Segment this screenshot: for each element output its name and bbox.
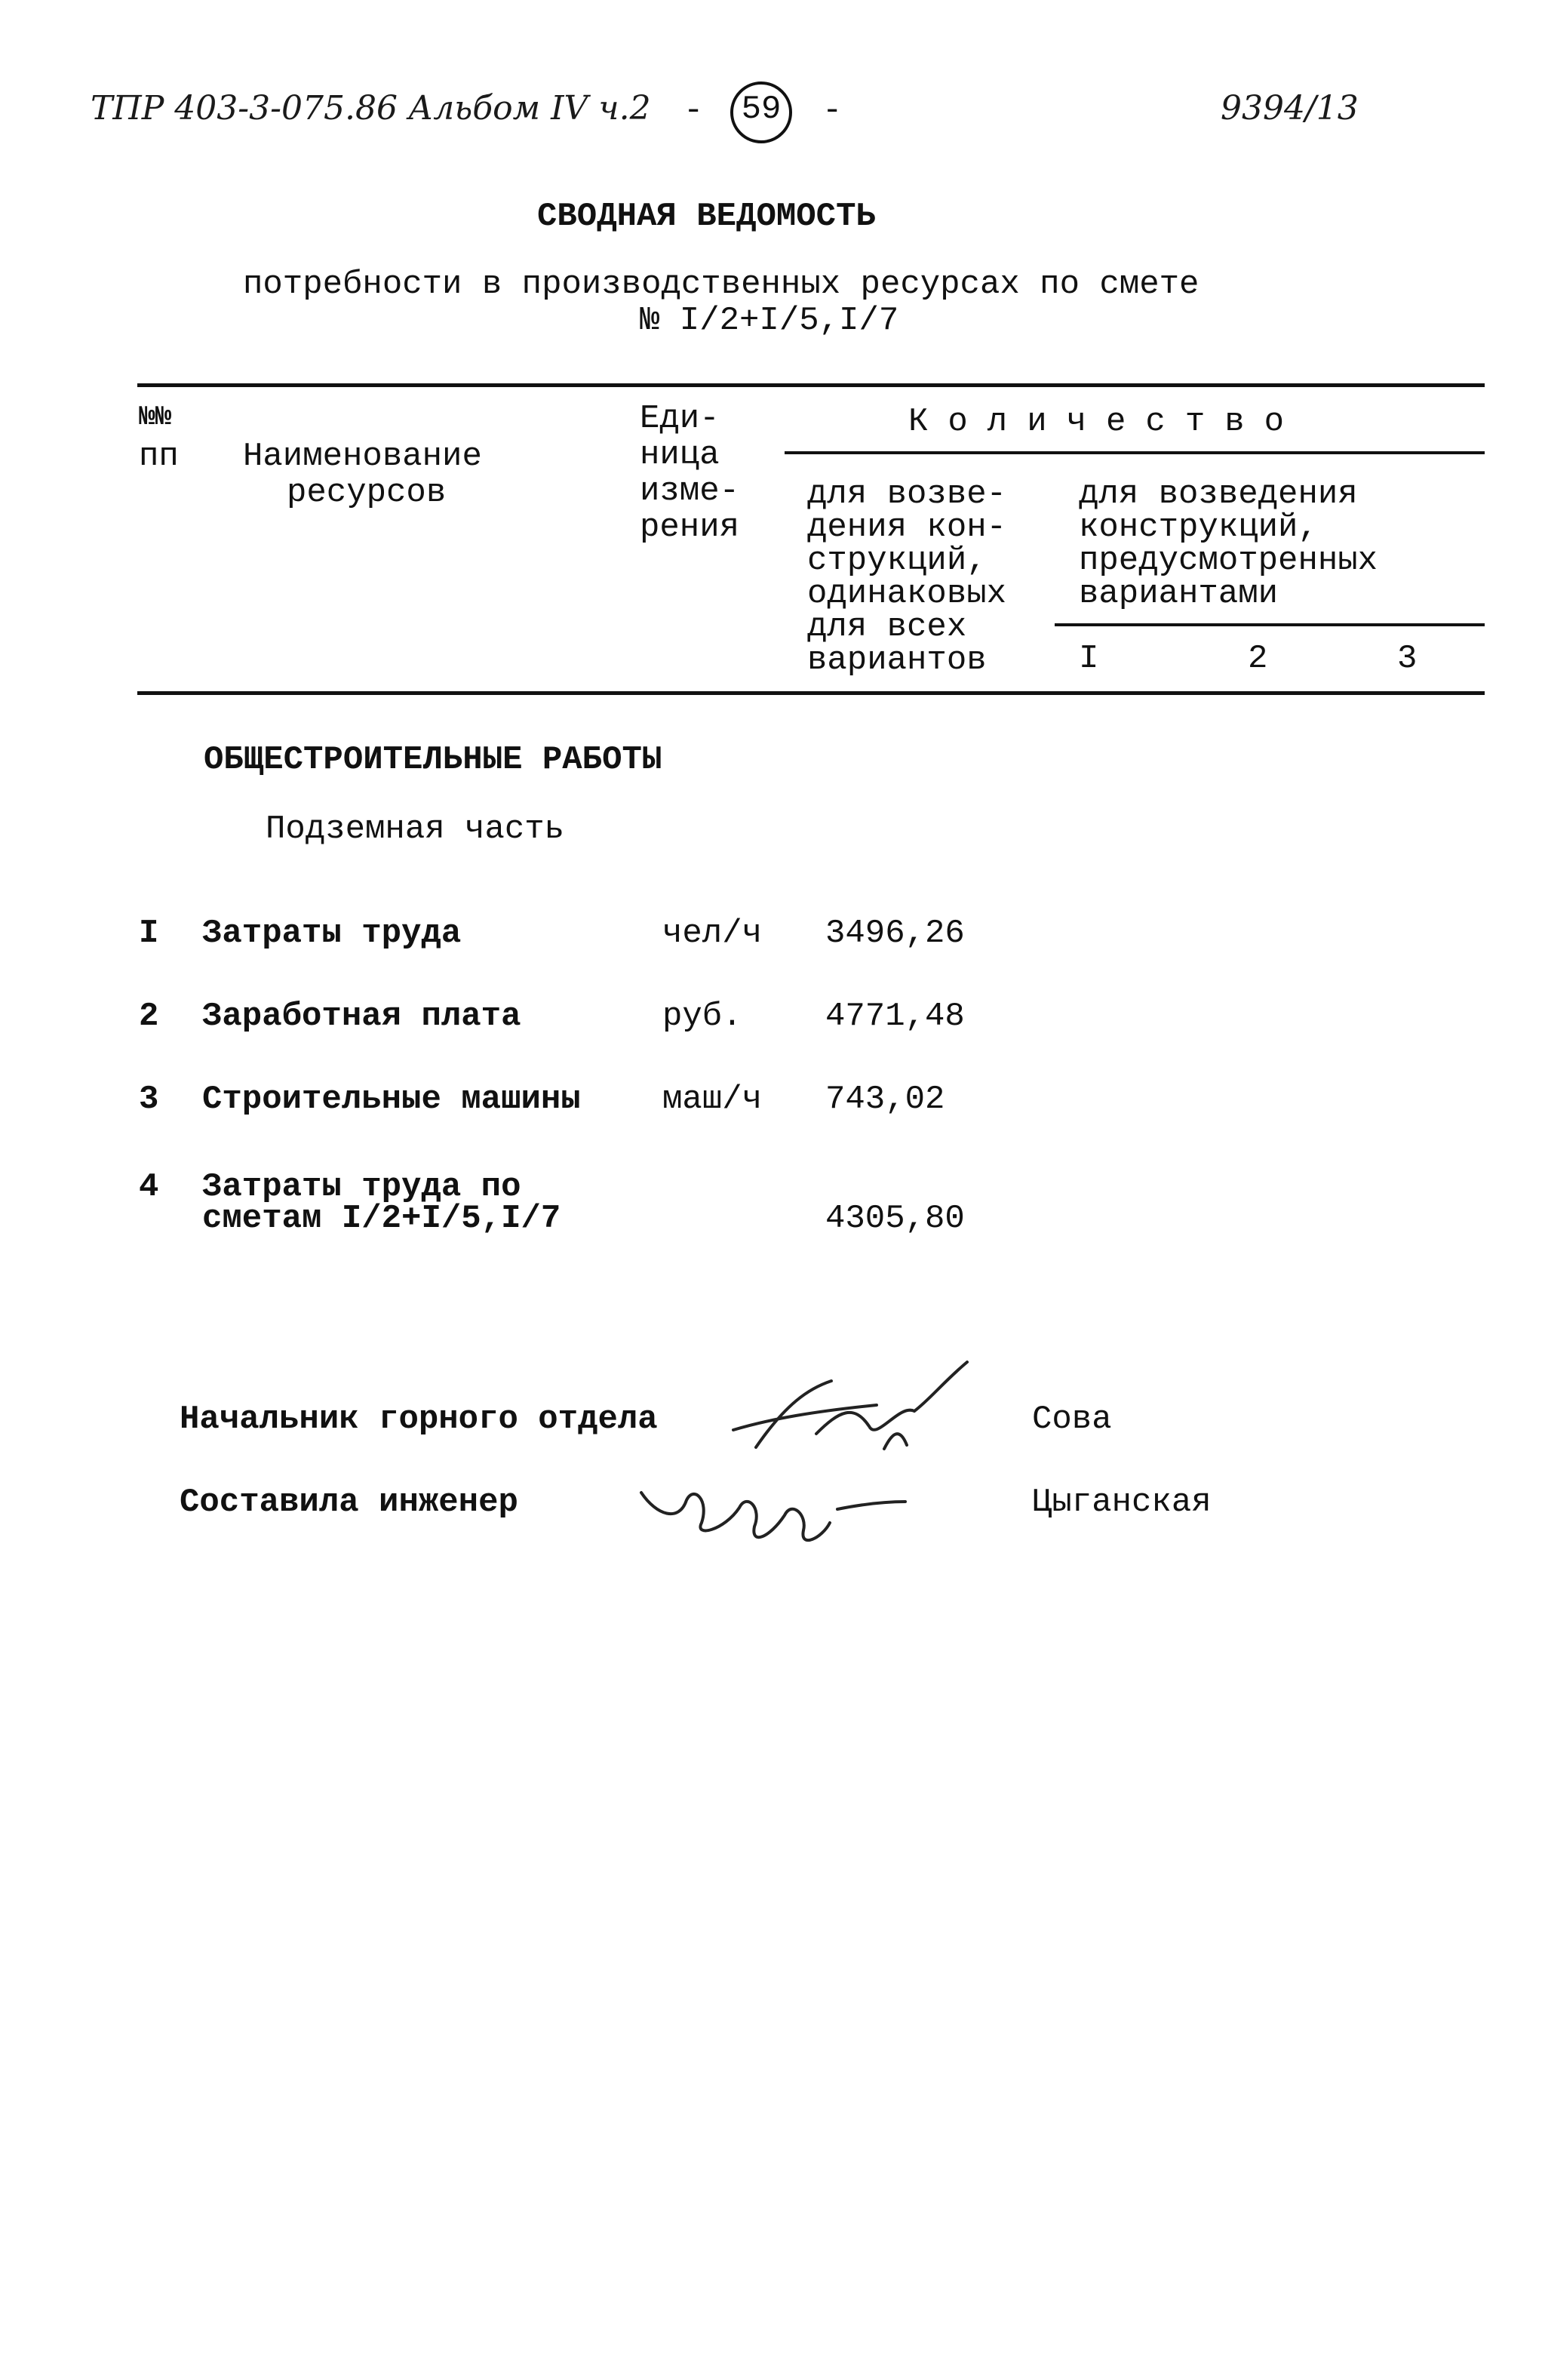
page-dash-right: - bbox=[822, 92, 843, 130]
col-num-line1: №№ bbox=[139, 401, 172, 432]
row-2-name: Заработная плата bbox=[202, 998, 521, 1035]
col-unit-line1: Еди- bbox=[640, 400, 720, 438]
table-header-bottom-rule bbox=[137, 691, 1485, 695]
col-common-line4: одинаковых bbox=[807, 575, 1007, 613]
row-3-name: Строительные машины bbox=[202, 1081, 581, 1118]
variants-rule bbox=[1055, 623, 1485, 626]
col-variants-line4: вариантами bbox=[1079, 575, 1279, 613]
col-common-line1: для возве- bbox=[807, 475, 1007, 513]
document-reference: ТПР 403-3-075.86 Альбом IV ч.2 bbox=[91, 89, 651, 128]
variant-number-1: I bbox=[1079, 640, 1099, 678]
row-4-value: 4305,80 bbox=[825, 1200, 965, 1238]
row-1-unit: чел/ч bbox=[662, 915, 763, 952]
page-subtitle: потребности в производственных ресурсах по смете bbox=[243, 266, 1200, 303]
row-4-name-line2: сметам I/2+I/5,I/7 bbox=[202, 1200, 561, 1238]
row-2-value: 4771,48 bbox=[825, 998, 965, 1035]
row-4-num: 4 bbox=[139, 1168, 159, 1206]
col-variants-line1: для возведения bbox=[1079, 475, 1358, 513]
col-common-line5: для всех bbox=[807, 608, 967, 646]
signature-role-1: Начальник горного отдела bbox=[180, 1401, 658, 1438]
variant-number-2: 2 bbox=[1248, 640, 1268, 678]
col-unit-line2: ница bbox=[640, 436, 720, 474]
quantity-rule bbox=[785, 451, 1485, 454]
row-3-unit: маш/ч bbox=[662, 1081, 763, 1118]
col-unit-line3: изме- bbox=[640, 472, 740, 510]
row-2-unit: руб. bbox=[662, 998, 742, 1035]
col-unit-line4: рения bbox=[640, 509, 740, 546]
variant-number-3: 3 bbox=[1397, 640, 1418, 678]
section-title: ОБЩЕСТРОИТЕЛЬНЫЕ РАБОТЫ bbox=[204, 741, 662, 779]
inventory-number: 9394/13 bbox=[1221, 89, 1359, 128]
section-subtitle: Подземная часть bbox=[266, 810, 565, 848]
row-1-num: I bbox=[139, 915, 159, 952]
row-2-num: 2 bbox=[139, 998, 159, 1035]
row-4-name-line1: Затраты труда по bbox=[202, 1168, 521, 1206]
estimate-number: № I/2+I/5,I/7 bbox=[640, 302, 899, 340]
col-name-line2: ресурсов bbox=[287, 474, 447, 512]
col-variants-line2: конструкций, bbox=[1079, 509, 1318, 546]
page-dash-left: - bbox=[683, 92, 704, 130]
signature-name-2: Цыганская bbox=[1032, 1484, 1212, 1521]
handwritten-signature-2 bbox=[634, 1455, 920, 1561]
signature-name-1: Сова bbox=[1032, 1401, 1112, 1438]
table-top-rule bbox=[137, 383, 1485, 387]
row-1-name: Затраты труда bbox=[202, 915, 462, 952]
page-title: СВОДНАЯ ВЕДОМОСТЬ bbox=[537, 198, 876, 235]
col-common-line2: дения кон- bbox=[807, 509, 1007, 546]
col-common-line3: струкций, bbox=[807, 542, 987, 580]
col-num-line2: пп bbox=[139, 438, 179, 475]
row-1-value: 3496,26 bbox=[825, 915, 965, 952]
col-quantity: Количество bbox=[908, 403, 1304, 441]
col-common-line6: вариантов bbox=[807, 641, 987, 679]
row-3-num: 3 bbox=[139, 1081, 159, 1118]
page-number: 59 bbox=[741, 91, 782, 128]
row-3-value: 743,02 bbox=[825, 1081, 945, 1118]
col-name-line1: Наименование bbox=[243, 438, 482, 475]
col-variants-line3: предусмотренных bbox=[1079, 542, 1378, 580]
signature-role-2: Составила инженер bbox=[180, 1484, 518, 1521]
